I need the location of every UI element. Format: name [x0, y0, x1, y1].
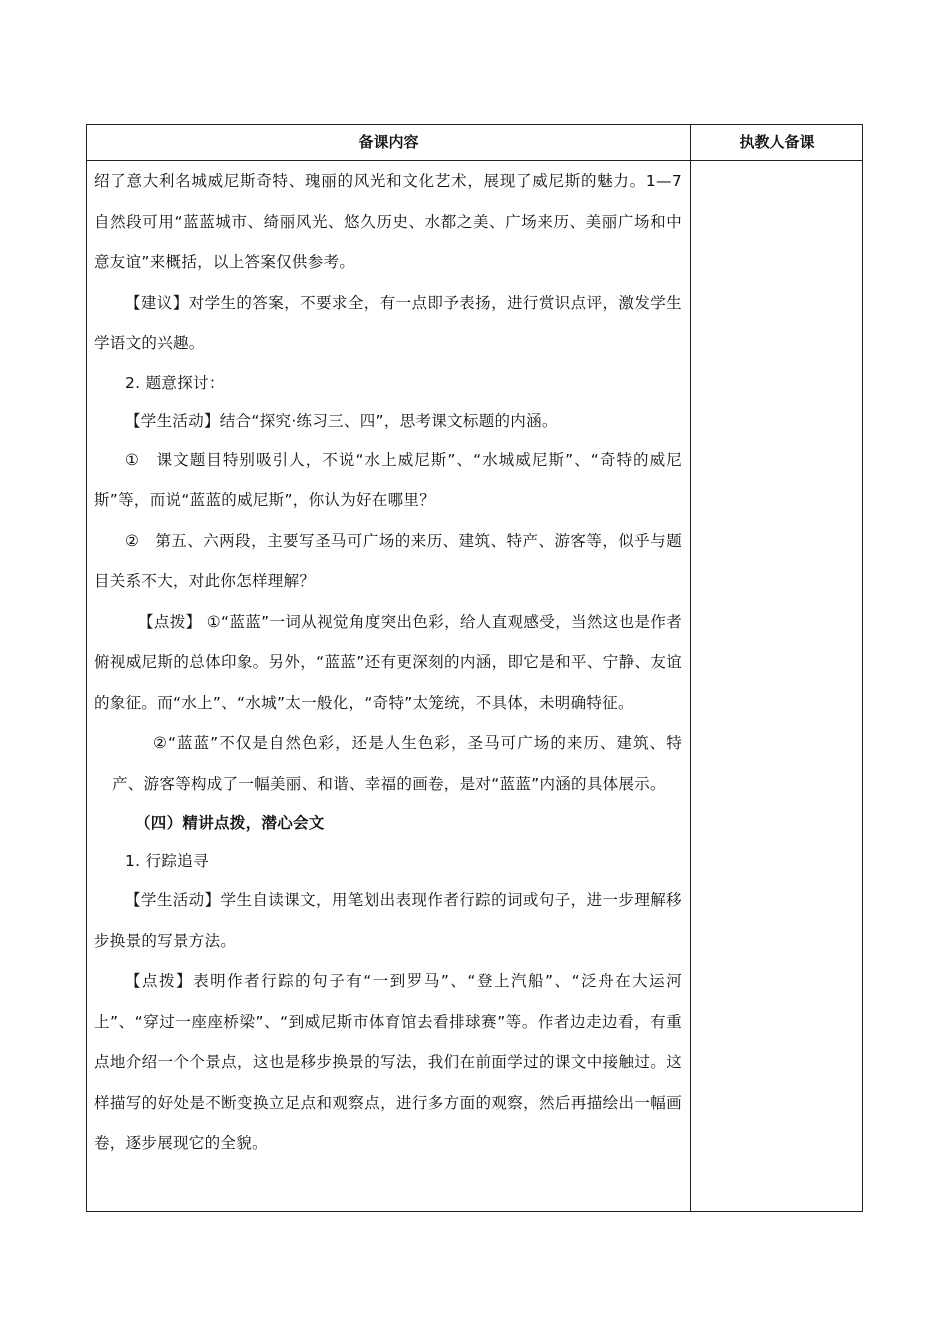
paragraph-question-2: ② 第五、六两段，主要写圣马可广场的来历、建筑、特产、游客等，似乎与题目关系不大，对此你怎样理解？ [94, 531, 682, 590]
paragraph-trace-guidance: 【点拨】表明作者行踪的句子有“一到罗马”、“登上汽船”、“泛舟在大运河上”、“穿过一座座桥梁”、“到威尼斯市体育馆去看排球赛”等。作者边走边看，有重点地介绍一个个景点，这也是移步换景的写法，我们在前面学过的课文中接触过。这样描写的好处是不断变换立足点和观察点，进行多方面的观察，然后再描绘出一幅画卷，逐步展现它的全貌。 [94, 972, 682, 1152]
paragraph-guidance-1: 【点拨】 ①“蓝蓝”一词从视觉角度突出色彩，给人直观感受，当然这也是作者俯视威尼斯的总体印象。另外，“蓝蓝”还有更深刻的内涵，即它是和平、宁静、友谊的象征。而“水上”、“水城”太一般化，“奇特”太笼统，不具体，未明确特征。 [94, 612, 682, 712]
paragraph-suggestion: 【建议】对学生的答案，不要求全，有一点即予表扬，进行赏识点评，激发学生学语文的兴趣。 [94, 293, 682, 352]
paragraph-student-activity: 【学生活动】结合“探究·练习三、四”，思考课文标题的内涵。 [125, 411, 558, 430]
paragraph-topic-heading: 2. 题意探讨： [125, 373, 225, 392]
header-teacher-notes: 执教人备课 [739, 133, 815, 151]
lesson-plan-table [86, 124, 863, 1212]
paragraph-trace-activity: 【学生活动】学生自读课文，用笔划出表现作者行踪的词或句子，进一步理解移步换景的写景方法。 [94, 891, 682, 950]
paragraph-guidance-2: ②“蓝蓝”不仅是自然色彩，还是人生色彩，圣马可广场的来历、建筑、特产、游客等构成了一幅美丽、和谐、幸福的画卷，是对“蓝蓝”内涵的具体展示。 [112, 734, 682, 793]
section-heading: （四）精讲点拨，潜心会文 [135, 814, 325, 832]
paragraph-question-1: ① 课文题目特别吸引人，不说“水上威尼斯”、“水城威尼斯”、“奇特的威尼斯”等，而说“蓝蓝的威尼斯”，你认为好在哪里？ [94, 450, 682, 509]
lesson-content-column [87, 161, 690, 1164]
column-divider [690, 125, 691, 1211]
paragraph-trace-heading: 1. 行踪追寻 [125, 852, 209, 870]
paragraph-intro: 绍了意大利名城威尼斯奇特、瑰丽的风光和文化艺术，展现了威尼斯的魅力。1—7自然段可用“蓝蓝城市、绮丽风光、悠久历史、水都之美、广场来历、美丽广场和中意友谊”来概括，以上答案仅供参考。 [94, 172, 682, 271]
header-lesson-content: 备课内容 [358, 133, 419, 151]
